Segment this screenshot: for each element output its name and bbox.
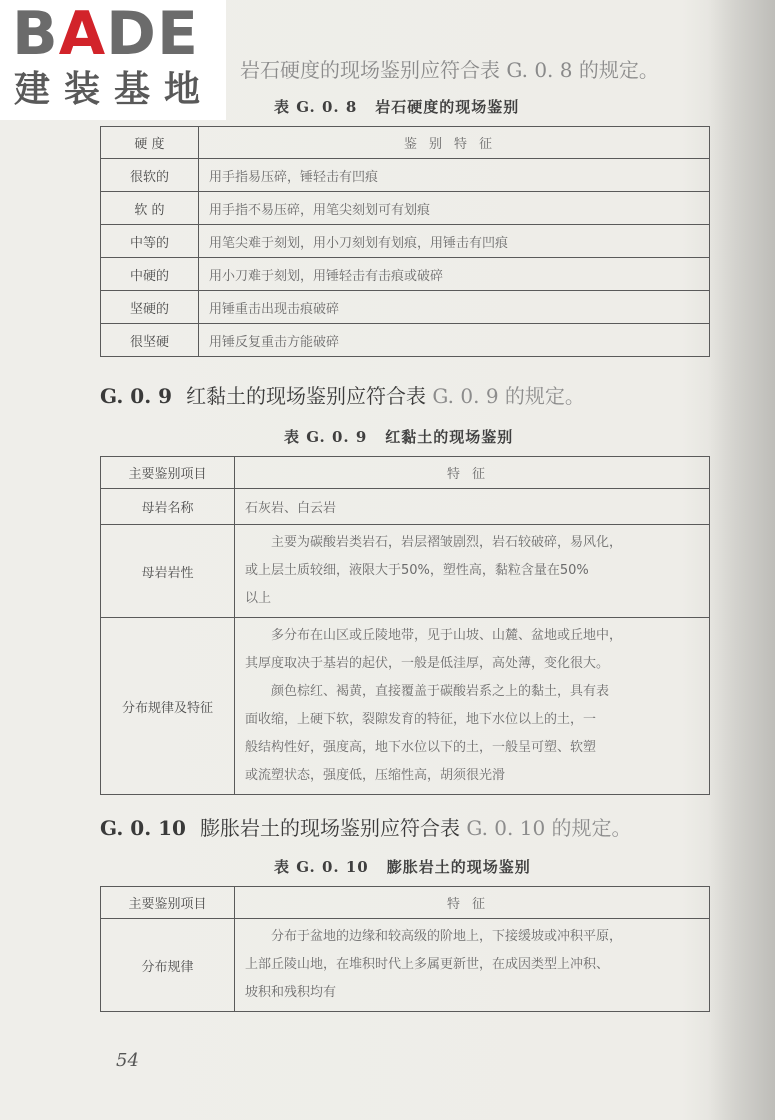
section-g09-heading: G. 0. 9 红黏土的现场鉴别应符合表 G. 0. 9 的规定。 <box>100 384 585 408</box>
header-item: 主要鉴别项目 <box>101 887 235 919</box>
page-number: 54 <box>116 1050 139 1071</box>
header-item: 主要鉴别项目 <box>101 457 235 489</box>
table-header-row <box>101 127 710 159</box>
table-g09 <box>100 456 710 795</box>
table-g10-caption: 表 G. 0. 10 膨胀岩土的现场鉴别 <box>274 858 531 876</box>
table-g08 <box>100 126 710 357</box>
table-row: 软 的 用手指不易压碎，用笔尖刻划可有划痕 <box>101 192 710 225</box>
section-g08-heading: 岩石硬度的现场鉴别应符合表 G. 0. 8 的规定。 <box>240 58 659 82</box>
table-row: 中等的 用笔尖难于刻划，用小刀刻划有划痕，用锤击有凹痕 <box>101 225 710 258</box>
logo-subtitle: 建装基地 <box>14 69 215 110</box>
table-row: 母岩名称 石灰岩、白云岩 <box>101 489 710 525</box>
header-hardness: 硬 度 <box>101 127 199 159</box>
table-g10 <box>100 886 710 1012</box>
logo-wordmark: BADE <box>12 0 199 69</box>
section-g10-heading: G. 0. 10 膨胀岩土的现场鉴别应符合表 G. 0. 10 的规定。 <box>100 816 632 840</box>
table-header-row <box>101 887 710 919</box>
page-edge-shadow <box>708 0 775 1120</box>
table-row: 坚硬的 用锤重击出现击痕破碎 <box>101 291 710 324</box>
header-feature: 特征 <box>235 887 710 919</box>
table-row: 分布规律及特征 多分布在山区或丘陵地带，见于山坡、山麓、盆地或丘地中， 其厚度取决于基岩的起伏，一般是低洼厚，高处薄，变化很大。 颜色棕红、褐黄，直接覆盖于碳酸岩系之上的黏土，具有表 面收缩，上硬下软，裂隙发育的特征，地下水位以上的土，一 般结构性好，强度高，地下水位以下的土，一般呈可塑、软塑 或流塑状态，强度低，压缩性高，胡须很光滑 <box>101 618 710 795</box>
table-row: 中硬的 用小刀难于刻划，用锤轻击有击痕或破碎 <box>101 258 710 291</box>
table-header-row <box>101 457 710 489</box>
table-row: 分布规律 分布于盆地的边缘和较高级的阶地上，下接缓坡或冲积平原， 上部丘陵山地，在堆积时代上多属更新世，在成因类型上冲积、 坡积和残积均有 <box>101 919 710 1012</box>
table-row: 母岩岩性 主要为碳酸岩类岩石，岩层褶皱剧烈，岩石较破碎，易风化， 或上层土质较细，液限大于50%，塑性高，黏粒含量在50% 以上 <box>101 525 710 618</box>
header-feature: 鉴别特征 <box>199 127 710 159</box>
table-row: 很软的 用手指易压碎，锤轻击有凹痕 <box>101 159 710 192</box>
bade-logo <box>0 0 226 120</box>
table-row: 很坚硬 用锤反复重击方能破碎 <box>101 324 710 357</box>
table-g09-caption: 表 G. 0. 9 红黏土的现场鉴别 <box>284 428 514 446</box>
table-g08-caption: 表 G. 0. 8 岩石硬度的现场鉴别 <box>274 98 520 116</box>
header-feature: 特征 <box>235 457 710 489</box>
